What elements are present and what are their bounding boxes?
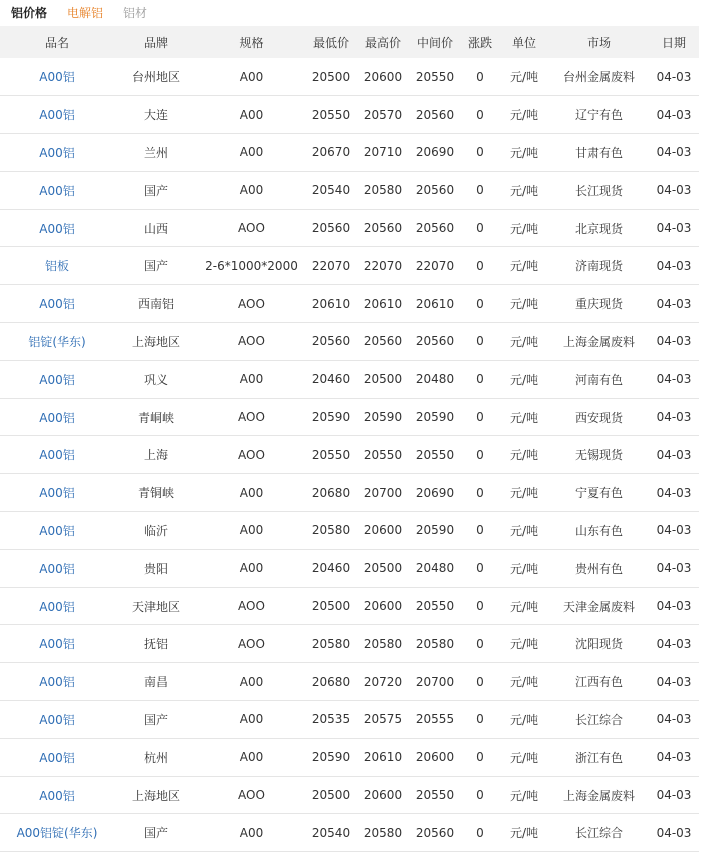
cell-min-price: 20680 (311, 485, 351, 500)
cell-spec: A00 (239, 485, 264, 500)
cell-change: 0 (476, 296, 484, 311)
col-header-unit: 单位 (511, 35, 536, 50)
cell-change: 0 (476, 523, 484, 538)
cell-min-price: 20590 (311, 410, 351, 425)
cell-market: 长江综合 (574, 826, 623, 841)
cell-market: 天津金属废料 (562, 599, 635, 614)
cell-max-price: 20500 (363, 561, 403, 576)
cell-market: 无锡现货 (574, 448, 623, 463)
table-row (0, 171, 699, 209)
cell-date: 04-03 (656, 788, 692, 803)
cell-date: 04-03 (656, 296, 692, 311)
cell-mid-price: 20590 (415, 523, 455, 538)
table-row (0, 323, 699, 361)
cell-mid-price: 20560 (415, 334, 455, 349)
cell-unit: 元/吨 (509, 297, 539, 312)
table-row (0, 285, 699, 323)
cell-min-price: 20610 (311, 296, 351, 311)
cell-market: 上海金属废料 (562, 788, 635, 803)
cell-date: 04-03 (656, 372, 692, 387)
cell-product-name[interactable]: A00铝 (39, 712, 75, 727)
cell-mid-price: 20610 (415, 296, 455, 311)
cell-brand: 临沂 (143, 523, 168, 538)
cell-date: 04-03 (656, 750, 692, 765)
cell-min-price: 20460 (311, 561, 351, 576)
cell-date: 04-03 (656, 561, 692, 576)
cell-mid-price: 20690 (415, 145, 455, 160)
cell-mid-price: 20550 (415, 69, 455, 84)
cell-mid-price: 20480 (415, 561, 455, 576)
cell-product-name[interactable]: A00铝 (39, 675, 75, 690)
cell-product-name[interactable]: A00铝 (39, 561, 75, 576)
cell-change: 0 (476, 636, 484, 651)
cell-spec: A00 (239, 523, 264, 538)
cell-change: 0 (476, 674, 484, 689)
cell-date: 04-03 (656, 334, 692, 349)
table-row (0, 436, 699, 474)
cell-min-price: 20580 (311, 523, 351, 538)
cell-unit: 元/吨 (509, 712, 539, 727)
cell-unit: 元/吨 (509, 826, 539, 841)
cell-mid-price: 20580 (415, 636, 455, 651)
cell-market: 辽宁有色 (574, 108, 623, 123)
cell-spec: A00 (239, 69, 264, 84)
cell-min-price: 20500 (311, 69, 351, 84)
cell-brand: 贵阳 (143, 561, 168, 576)
cell-product-name[interactable]: A00铝 (39, 145, 75, 160)
cell-spec: AOO (238, 334, 265, 349)
cell-brand: 杭州 (143, 750, 168, 765)
cell-change: 0 (476, 485, 484, 500)
cell-min-price: 20580 (311, 636, 351, 651)
cell-change: 0 (476, 221, 484, 236)
cell-brand: 南昌 (143, 675, 168, 690)
cell-spec: AOO (238, 788, 265, 803)
tab-electrolytic-aluminum[interactable]: 电解铝 (67, 6, 104, 20)
cell-spec: A00 (239, 561, 264, 576)
cell-unit: 元/吨 (509, 410, 539, 425)
cell-min-price: 22070 (311, 258, 351, 273)
cell-unit: 元/吨 (509, 334, 539, 349)
cell-product-name[interactable]: A00铝 (39, 599, 75, 614)
cell-max-price: 20610 (363, 750, 403, 765)
cell-market: 西安现货 (574, 410, 623, 425)
cell-spec: A00 (239, 712, 264, 727)
cell-max-price: 20580 (363, 825, 403, 840)
tab-aluminum-price[interactable]: 铝价格 (11, 6, 48, 20)
cell-change: 0 (476, 447, 484, 462)
cell-mid-price: 20550 (415, 788, 455, 803)
cell-market: 北京现货 (574, 221, 623, 236)
cell-mid-price: 20560 (415, 183, 455, 198)
cell-mid-price: 20560 (415, 107, 455, 122)
cell-mid-price: 20700 (415, 674, 455, 689)
cell-max-price: 20560 (363, 334, 403, 349)
table-row (0, 398, 699, 436)
cell-max-price: 20570 (363, 107, 403, 122)
cell-unit: 元/吨 (509, 750, 539, 765)
cell-min-price: 20680 (311, 674, 351, 689)
col-header-brand: 品牌 (143, 35, 168, 50)
table-row (0, 814, 699, 852)
cell-max-price: 20500 (363, 372, 403, 387)
cell-max-price: 20600 (363, 523, 403, 538)
table-row (0, 134, 699, 172)
cell-product-name[interactable]: A00铝 (39, 637, 75, 652)
cell-date: 04-03 (656, 825, 692, 840)
cell-market: 贵州有色 (574, 561, 623, 576)
cell-change: 0 (476, 107, 484, 122)
cell-market: 河南有色 (574, 372, 623, 387)
cell-spec: A00 (239, 674, 264, 689)
cell-unit: 元/吨 (509, 637, 539, 652)
cell-date: 04-03 (656, 485, 692, 500)
table-row (0, 587, 699, 625)
cell-market: 山东有色 (574, 523, 623, 538)
cell-product-name[interactable]: A00铝 (39, 372, 75, 387)
cell-change: 0 (476, 69, 484, 84)
cell-unit: 元/吨 (509, 221, 539, 236)
cell-spec: A00 (239, 825, 264, 840)
cell-product-name[interactable]: 铝锭(华东) (28, 334, 86, 349)
cell-max-price: 20610 (363, 296, 403, 311)
col-header-spec: 规格 (239, 35, 264, 50)
col-header-max-price: 最高价 (364, 35, 401, 50)
cell-product-name[interactable]: A00铝 (39, 108, 75, 123)
cell-change: 0 (476, 561, 484, 576)
cell-min-price: 20560 (311, 221, 351, 236)
cell-brand: 国产 (143, 259, 168, 274)
table-row (0, 58, 699, 96)
cell-change: 0 (476, 825, 484, 840)
cell-brand: 兰州 (143, 145, 168, 160)
cell-min-price: 20540 (311, 825, 351, 840)
cell-max-price: 20600 (363, 69, 403, 84)
cell-unit: 元/吨 (509, 108, 539, 123)
col-header-date: 日期 (661, 35, 686, 50)
cell-unit: 元/吨 (509, 486, 539, 501)
cell-change: 0 (476, 750, 484, 765)
cell-mid-price: 20550 (415, 447, 455, 462)
cell-unit: 元/吨 (509, 561, 539, 576)
cell-unit: 元/吨 (509, 448, 539, 463)
cell-mid-price: 20590 (415, 410, 455, 425)
cell-max-price: 22070 (363, 258, 403, 273)
cell-max-price: 20550 (363, 447, 403, 462)
cell-date: 04-03 (656, 599, 692, 614)
cell-market: 长江综合 (574, 712, 623, 727)
cell-spec: A00 (239, 183, 264, 198)
cell-unit: 元/吨 (509, 523, 539, 538)
cell-market: 宁夏有色 (574, 486, 623, 501)
cell-unit: 元/吨 (509, 675, 539, 690)
cell-max-price: 20720 (363, 674, 403, 689)
cell-brand: 国产 (143, 712, 168, 727)
price-tabs (0, 0, 711, 26)
cell-product-name[interactable]: A00铝 (39, 750, 75, 765)
cell-spec: AOO (238, 410, 265, 425)
table-row (0, 738, 699, 776)
cell-unit: 元/吨 (509, 183, 539, 198)
cell-product-name[interactable]: A00铝 (39, 183, 75, 198)
table-row (0, 512, 699, 550)
cell-product-name[interactable]: A00铝 (39, 297, 75, 312)
table-header-row (0, 26, 699, 58)
cell-date: 04-03 (656, 674, 692, 689)
cell-date: 04-03 (656, 69, 692, 84)
cell-max-price: 20580 (363, 183, 403, 198)
cell-spec: A00 (239, 372, 264, 387)
cell-date: 04-03 (656, 636, 692, 651)
table-row (0, 474, 699, 512)
cell-brand: 上海地区 (131, 788, 180, 803)
table-row (0, 663, 699, 701)
cell-brand: 西南铝 (137, 297, 174, 312)
cell-min-price: 20590 (311, 750, 351, 765)
cell-change: 0 (476, 712, 484, 727)
cell-date: 04-03 (656, 410, 692, 425)
cell-max-price: 20590 (363, 410, 403, 425)
cell-unit: 元/吨 (509, 599, 539, 614)
col-header-change: 涨跌 (467, 35, 492, 50)
cell-brand: 青峒峡 (137, 410, 174, 425)
cell-mid-price: 20550 (415, 599, 455, 614)
cell-min-price: 20550 (311, 107, 351, 122)
cell-date: 04-03 (656, 447, 692, 462)
cell-min-price: 20560 (311, 334, 351, 349)
table-row (0, 549, 699, 587)
cell-spec: AOO (238, 636, 265, 651)
cell-brand: 天津地区 (131, 599, 180, 614)
cell-mid-price: 20555 (415, 712, 455, 727)
cell-brand: 抚铝 (143, 637, 168, 652)
cell-mid-price: 22070 (415, 258, 455, 273)
cell-spec: A00 (239, 750, 264, 765)
cell-min-price: 20540 (311, 183, 351, 198)
cell-product-name[interactable]: A00铝 (39, 523, 75, 538)
cell-spec: 2-6*1000*2000 (205, 258, 298, 273)
cell-max-price: 20600 (363, 788, 403, 803)
cell-mid-price: 20480 (415, 372, 455, 387)
cell-brand: 国产 (143, 826, 168, 841)
cell-unit: 元/吨 (509, 259, 539, 274)
cell-brand: 国产 (143, 183, 168, 198)
col-header-min-price: 最低价 (312, 35, 349, 50)
col-header-product: 品名 (44, 35, 69, 50)
cell-unit: 元/吨 (509, 788, 539, 803)
table-row (0, 360, 699, 398)
price-table (0, 26, 699, 852)
cell-spec: AOO (238, 599, 265, 614)
cell-unit: 元/吨 (509, 372, 539, 387)
cell-product-name[interactable]: A00铝 (39, 221, 75, 236)
cell-spec: AOO (238, 447, 265, 462)
cell-change: 0 (476, 334, 484, 349)
cell-mid-price: 20690 (415, 485, 455, 500)
cell-spec: A00 (239, 107, 264, 122)
cell-market: 浙江有色 (574, 750, 623, 765)
cell-date: 04-03 (656, 523, 692, 538)
cell-brand: 大连 (143, 108, 168, 123)
cell-market: 长江现货 (574, 183, 623, 198)
cell-brand: 上海地区 (131, 334, 180, 349)
cell-min-price: 20460 (311, 372, 351, 387)
cell-change: 0 (476, 788, 484, 803)
cell-market: 济南现货 (574, 259, 623, 274)
cell-max-price: 20575 (363, 712, 403, 727)
cell-date: 04-03 (656, 183, 692, 198)
cell-spec: AOO (238, 221, 265, 236)
cell-unit: 元/吨 (509, 145, 539, 160)
cell-spec: A00 (239, 145, 264, 160)
cell-product-name[interactable]: A00铝锭(华东) (16, 826, 98, 841)
cell-min-price: 20500 (311, 599, 351, 614)
col-header-market: 市场 (586, 35, 611, 50)
col-header-mid-price: 中间价 (416, 35, 453, 50)
cell-product-name[interactable]: 铝板 (44, 259, 69, 274)
cell-market: 江西有色 (574, 675, 623, 690)
cell-unit: 元/吨 (509, 70, 539, 85)
cell-max-price: 20560 (363, 221, 403, 236)
cell-change: 0 (476, 183, 484, 198)
cell-max-price: 20710 (363, 145, 403, 160)
cell-brand: 巩义 (143, 372, 168, 387)
cell-brand: 上海 (143, 448, 168, 463)
cell-mid-price: 20600 (415, 750, 455, 765)
table-row (0, 96, 699, 134)
cell-mid-price: 20560 (415, 825, 455, 840)
cell-spec: AOO (238, 296, 265, 311)
cell-product-name[interactable]: A00铝 (39, 448, 75, 463)
cell-change: 0 (476, 372, 484, 387)
cell-date: 04-03 (656, 258, 692, 273)
cell-max-price: 20580 (363, 636, 403, 651)
cell-market: 甘肃有色 (574, 145, 623, 160)
tab-aluminum-material[interactable]: 铝材 (123, 6, 148, 20)
cell-market: 台州金属废料 (562, 70, 635, 85)
cell-product-name[interactable]: A00铝 (39, 410, 75, 425)
cell-product-name[interactable]: A00铝 (39, 788, 75, 803)
cell-change: 0 (476, 145, 484, 160)
cell-change: 0 (476, 258, 484, 273)
table-row (0, 625, 699, 663)
cell-max-price: 20600 (363, 599, 403, 614)
cell-date: 04-03 (656, 712, 692, 727)
cell-brand: 台州地区 (131, 70, 180, 85)
cell-max-price: 20700 (363, 485, 403, 500)
cell-change: 0 (476, 410, 484, 425)
cell-date: 04-03 (656, 221, 692, 236)
cell-date: 04-03 (656, 107, 692, 122)
cell-market: 上海金属废料 (562, 334, 635, 349)
table-row (0, 209, 699, 247)
table-row (0, 776, 699, 814)
cell-change: 0 (476, 599, 484, 614)
cell-min-price: 20550 (311, 447, 351, 462)
cell-brand: 山西 (143, 221, 168, 236)
table-row (0, 247, 699, 285)
cell-market: 沈阳现货 (574, 637, 623, 652)
cell-min-price: 20535 (311, 712, 351, 727)
cell-min-price: 20500 (311, 788, 351, 803)
cell-date: 04-03 (656, 145, 692, 160)
table-row (0, 701, 699, 739)
cell-mid-price: 20560 (415, 221, 455, 236)
cell-product-name[interactable]: A00铝 (39, 70, 75, 85)
cell-min-price: 20670 (311, 145, 351, 160)
cell-market: 重庆现货 (574, 297, 623, 312)
cell-brand: 青铜峡 (137, 486, 174, 501)
cell-product-name[interactable]: A00铝 (39, 486, 75, 501)
